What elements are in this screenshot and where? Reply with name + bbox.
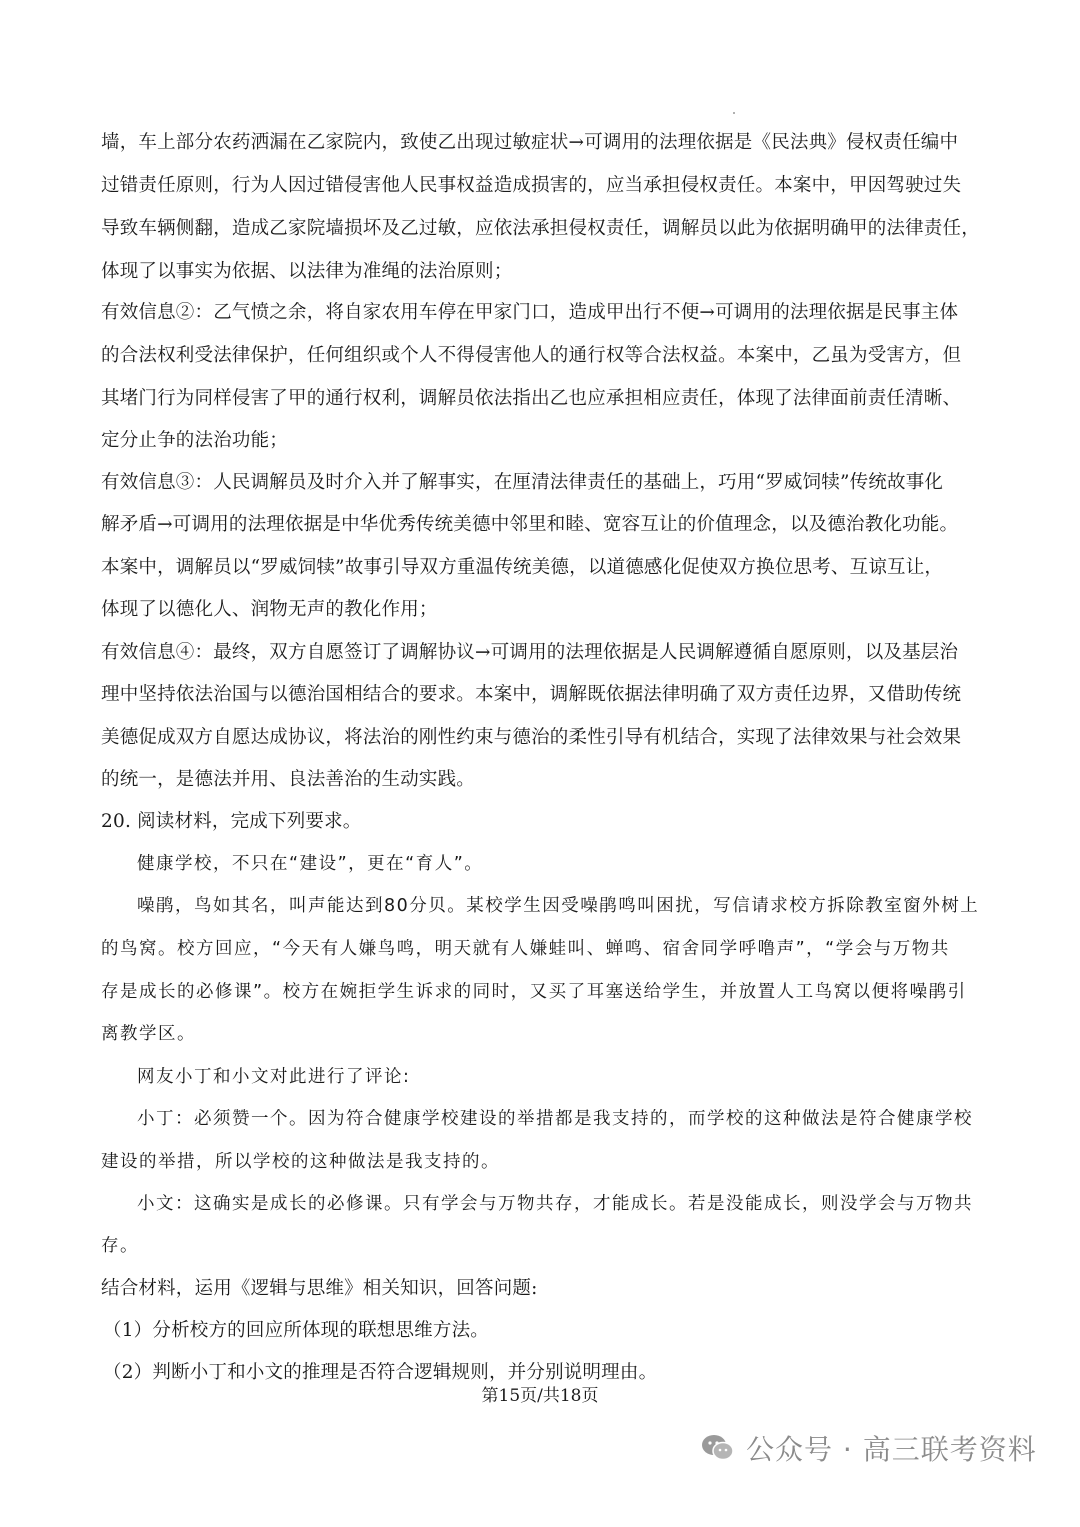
material-line: 离教学区。 bbox=[101, 1024, 196, 1044]
sub-question: （1）分析校方的回应所体现的联想思维方法。 bbox=[103, 1320, 489, 1341]
answer-line: 体现了以德化人、润物无声的教化作用； bbox=[101, 599, 438, 620]
answer-line: 解矛盾→可调用的法理依据是中华优秀传统美德中邻里和睦、宽容互让的价值理念，以及德治教化功能。 bbox=[101, 514, 959, 535]
material-line: 存。 bbox=[101, 1236, 139, 1256]
answer-line: 过错责任原则，行为人因过错侵害他人民事权益造成损害的，应当承担侵权责任。本案中，甲因驾驶过失 bbox=[101, 175, 962, 196]
answer-line: 体现了以事实为依据、以法律为准绳的法治原则； bbox=[101, 261, 513, 282]
sub-question: （2）判断小丁和小文的推理是否符合逻辑规则，并分别说明理由。 bbox=[103, 1362, 658, 1383]
material-line: 小文：这确实是成长的必修课。只有学会与万物共存，才能成长。若是没能成长，则没学会与万物共 bbox=[137, 1194, 973, 1214]
material-line: 存是成长的必修课”。校方在婉拒学生诉求的同时，又买了耳塞送给学生，并放置人工鸟窝以便将噪鹃引 bbox=[101, 982, 967, 1002]
answer-line: 导致车辆侧翻，造成乙家院墙损坏及乙过敏，应依法承担侵权责任，调解员以此为依据明确甲的法律责任， bbox=[101, 218, 980, 239]
question-prompt: 结合材料，运用《逻辑与思维》相关知识，回答问题: bbox=[101, 1278, 538, 1299]
answer-line: 墙，车上部分农药洒漏在乙家院内，致使乙出现过敏症状→可调用的法理依据是《民法典》侵权责任编中 bbox=[101, 132, 959, 153]
material-heading: 健康学校，不只在“建设”，更在“育人”。 bbox=[137, 854, 484, 874]
watermark-text: 公众号 · 高三联考资料 bbox=[746, 1433, 1037, 1466]
material-line: 噪鹃，鸟如其名，叫声能达到80分贝。某校学生因受噪鹃鸣叫困扰，写信请求校方拆除教室窗外树上 bbox=[137, 896, 980, 916]
material-line: 的鸟窝。校方回应，“今天有人嫌鸟鸣，明天就有人嫌蛙叫、蝉鸣、宿舍同学呼噜声”，“学会与万物共 bbox=[101, 939, 950, 959]
answer-line: 其堵门行为同样侵害了甲的通行权利，调解员依法指出乙也应承担相应责任，体现了法律面前责任清晰、 bbox=[101, 388, 962, 409]
wechat-icon bbox=[700, 1433, 736, 1463]
material-line: 建设的举措，所以学校的这种做法是我支持的。 bbox=[101, 1152, 500, 1172]
watermark bbox=[700, 1428, 1037, 1468]
page-number: 第15页/共18页 bbox=[481, 1386, 599, 1406]
answer-line: 有效信息②：乙气愤之余，将自家农用车停在甲家门口，造成甲出行不便→可调用的法理依据是民事主体 bbox=[101, 302, 959, 323]
scan-speck bbox=[733, 112, 735, 114]
answer-line: 理中坚持依法治国与以德治国相结合的要求。本案中，调解既依据法律明确了双方责任边界，又借助传统 bbox=[101, 684, 962, 705]
material-line: 小丁：必须赞一个。因为符合健康学校建设的举措都是我支持的，而学校的这种做法是符合健康学校 bbox=[137, 1109, 973, 1129]
answer-line: 有效信息④：最终，双方自愿签订了调解协议→可调用的法理依据是人民调解遵循自愿原则，以及基层治 bbox=[101, 642, 959, 663]
answer-line: 的统一，是德法并用、良法善治的生动实践。 bbox=[101, 769, 476, 790]
question-title: 20. 阅读材料，完成下列要求。 bbox=[101, 811, 362, 832]
answer-line: 定分止争的法治功能； bbox=[101, 430, 289, 451]
answer-line: 美德促成双方自愿达成协议，将法治的刚性约束与德治的柔性引导有机结合，实现了法律效果与社会效果 bbox=[101, 727, 962, 748]
material-line: 网友小丁和小文对此进行了评论: bbox=[137, 1067, 411, 1087]
answer-line: 本案中，调解员以“罗威饲犊”故事引导双方重温传统美德，以道德感化促使双方换位思考、互谅互让， bbox=[101, 557, 944, 578]
answer-line: 的合法权利受法律保护，任何组织或个人不得侵害他人的通行权等合法权益。本案中，乙虽为受害方，但 bbox=[101, 345, 962, 366]
answer-line: 有效信息③：人民调解员及时介入并了解事实，在厘清法律责任的基础上，巧用“罗威饲犊”传统故事化 bbox=[101, 472, 944, 493]
